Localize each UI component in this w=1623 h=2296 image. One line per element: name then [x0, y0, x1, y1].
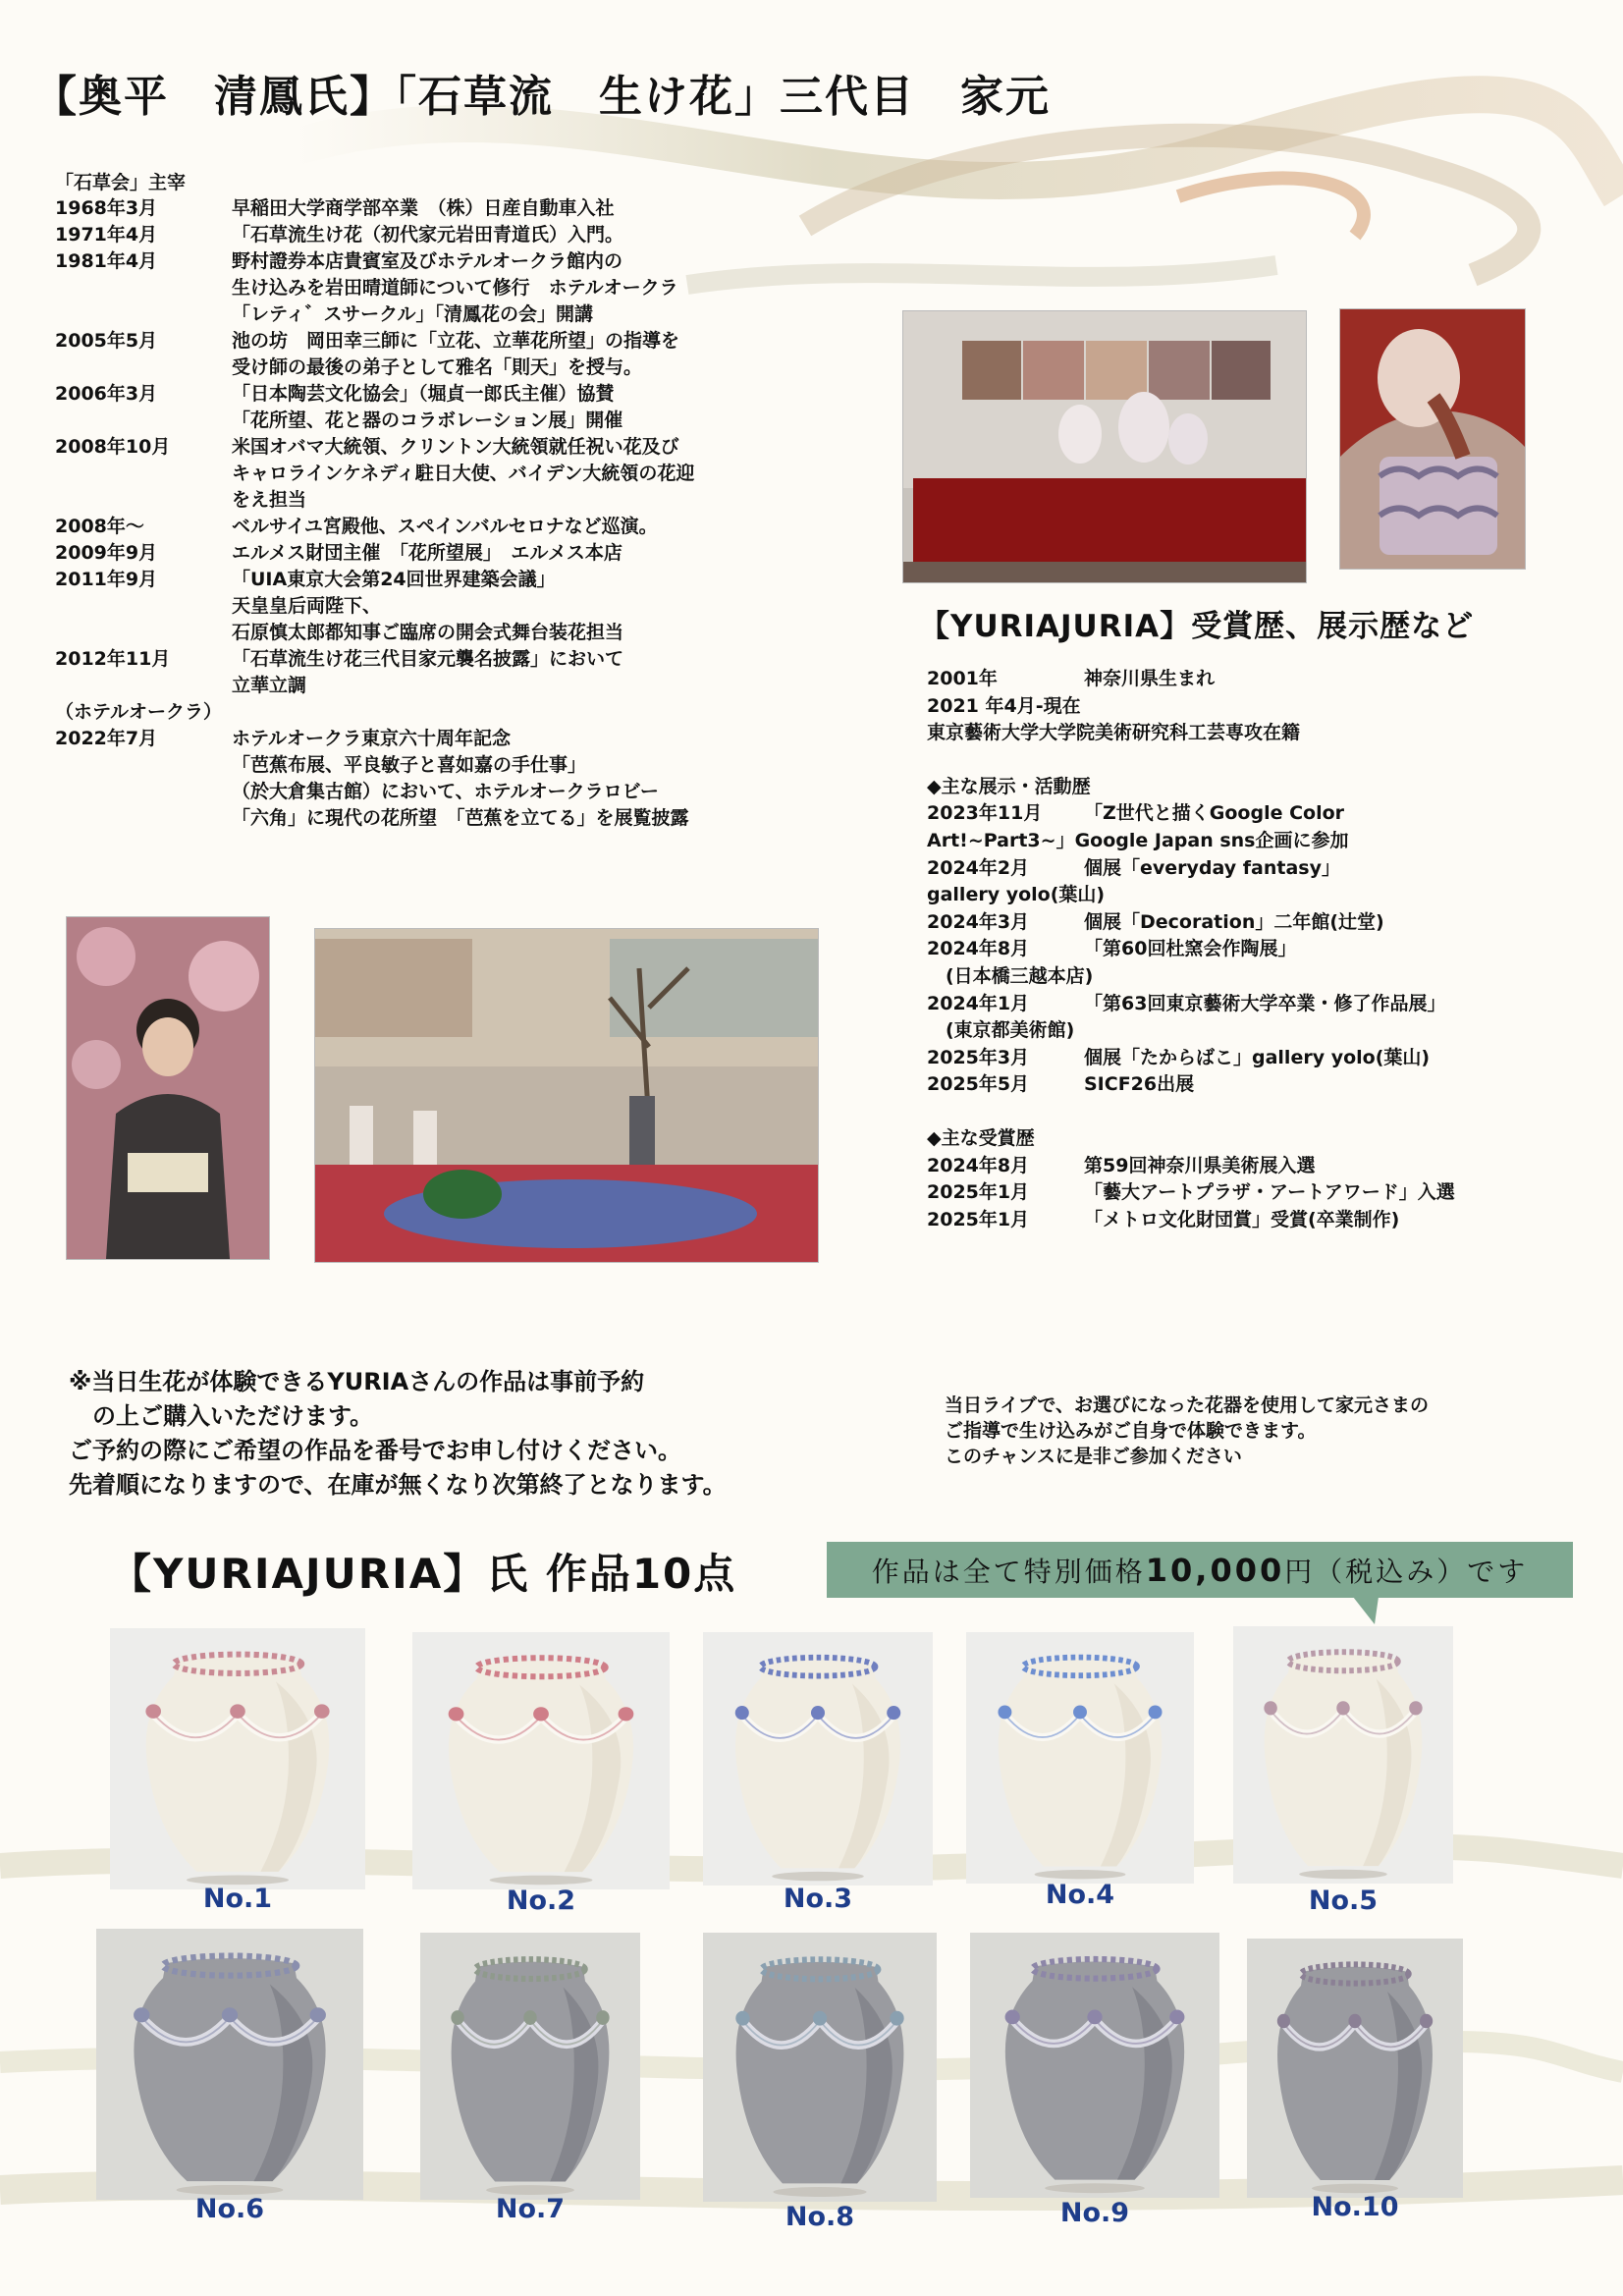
- vase-photo: [96, 1929, 363, 2200]
- exhibition-row-year: 2024年2月: [927, 856, 1030, 879]
- vase-photo: [970, 1933, 1219, 2198]
- history-year: 1981年4月: [55, 250, 158, 272]
- history-year: 2008年～: [55, 516, 144, 537]
- history-description: [232, 726, 840, 832]
- vase-label: No.4: [1045, 1880, 1115, 1910]
- awards-heading: ◆主な受賞歴: [927, 1126, 1035, 1149]
- exhibition-row-year: 2024年1月: [927, 992, 1030, 1014]
- reservation-notice: [69, 1365, 727, 1503]
- vase-icon: [703, 1632, 933, 1886]
- exhibition-row-year: 2023年11月: [927, 802, 1043, 825]
- yuria-bio-note: 東京藝術大学大学院美術研究科工芸専攻在籍: [927, 722, 1301, 744]
- history-description: [232, 381, 840, 434]
- history-year: 2008年10月: [55, 436, 171, 458]
- bio-row: [927, 693, 1595, 721]
- award-row-year: 2025年1月: [927, 1208, 1030, 1230]
- notice-line: 先着順になりますので、在庫が無くなり次第終了となります。: [69, 1471, 727, 1499]
- award-row-text: 「メトロ文化財団賞」受賞(卒業制作): [1084, 1208, 1400, 1230]
- vase-photo: [1233, 1626, 1453, 1884]
- vase-photo: [1247, 1939, 1463, 2198]
- vase-label: No.2: [506, 1886, 576, 1916]
- history-year: 2005年5月: [55, 330, 158, 352]
- award-row-text: 「藝大アートプラザ・アートアワード」入選: [1084, 1181, 1455, 1204]
- exhibition-row-text: gallery yolo(葉山): [927, 884, 1106, 906]
- vase-icon: [96, 1929, 363, 2200]
- exhibition-row: [927, 963, 1595, 991]
- vase-label: No.1: [202, 1884, 273, 1914]
- history-description: [232, 195, 840, 222]
- history-line: 「日本陶芸文化協会」（堀貞一郎氏主催）協賛: [232, 383, 615, 405]
- vase-photo: [966, 1632, 1194, 1884]
- history-description: [232, 222, 840, 248]
- iemoto-portrait-photo: [66, 916, 270, 1260]
- exhibition-row-text: SICF26出展: [1084, 1073, 1195, 1096]
- award-row: [927, 1179, 1595, 1207]
- history-line: 「六角」に現代の花所望 「芭蕉を立てる」を展覧披露: [232, 807, 689, 829]
- exhibition-row-year: 2024年8月: [927, 938, 1030, 960]
- history-line: 早稲田大学商学部卒業 （株）日産自動車入社: [232, 197, 615, 219]
- history-description: [232, 434, 840, 514]
- award-row: [927, 1207, 1595, 1234]
- vase-label: No.3: [783, 1884, 853, 1914]
- history-line: 「石草流生け花三代目家元襲名披露」において: [232, 648, 624, 670]
- vase-icon: [420, 1933, 640, 2200]
- exhibition-row: [927, 882, 1595, 909]
- vase-label: No.7: [495, 2194, 566, 2224]
- bio-row-text: 神奈川県生まれ: [1084, 668, 1216, 689]
- history-row: [55, 567, 840, 646]
- history-list: [55, 195, 840, 832]
- bio-row-year: 2001年: [927, 668, 998, 689]
- vase-icon: [703, 1933, 937, 2202]
- history-line: 石原慎太郎都知事ご臨席の開会式舞台装花担当: [232, 622, 624, 643]
- exhibition-row: [927, 909, 1595, 937]
- history-line: ホテルオークラ東京六十周年記念: [232, 728, 512, 749]
- price-badge-tail: [1353, 1597, 1379, 1624]
- exhibition-row-text: 個展「Decoration」二年館(辻堂): [1084, 910, 1384, 933]
- exhibition-row-year: 2024年3月: [927, 910, 1030, 933]
- vase-label: No.6: [194, 2194, 265, 2224]
- exhibition-row-text: (東京都美術館): [927, 1019, 1075, 1042]
- vase-icon: [970, 1933, 1219, 2198]
- live-event-photo: [314, 928, 819, 1263]
- vase-photo: [110, 1628, 365, 1889]
- bio-row: [927, 666, 1595, 693]
- bio-row-year: 2021 年4月-現在: [927, 694, 1081, 717]
- history-description: [232, 699, 840, 726]
- vase-photo: [703, 1632, 933, 1886]
- history-year: 2006年3月: [55, 383, 158, 405]
- live-line: ご指導で生け込みがご自身で体験できます。: [945, 1420, 1317, 1442]
- notice-line: ご予約の際にご希望の作品を番号でお申し付けください。: [69, 1437, 681, 1464]
- exhibition-row-text: (日本橋三越本店): [927, 964, 1094, 987]
- history-year: 2022年7月: [55, 728, 158, 749]
- vase-photo: [703, 1933, 937, 2202]
- vase-icon: [412, 1632, 670, 1889]
- award-row-text: 第59回神奈川県美術展入選: [1084, 1154, 1316, 1176]
- history-line: 「花所望、花と器のコラボレーション展」開催: [232, 410, 623, 431]
- history-line: 野村證券本店貴賓室及びホテルオークラ館内の: [232, 250, 623, 272]
- exhibition-row-text: 「第60回杜窯会作陶展」: [1084, 938, 1297, 960]
- exhibition-row-text: 個展「たからばこ」gallery yolo(葉山): [1084, 1046, 1431, 1068]
- history-description: [232, 248, 840, 328]
- yuria-heading: 【YURIAJURIA】受賞歴、展示歴など: [919, 609, 1475, 644]
- exhibition-row: [927, 828, 1595, 855]
- vase-photo: [420, 1933, 640, 2200]
- history-line: 受け師の最後の弟子として雅名「則天」を授与。: [232, 356, 643, 378]
- history-line: ベルサイユ宮殿他、スペインバルセロナなど巡演。: [232, 516, 658, 537]
- exhibition-row: [927, 855, 1595, 883]
- artist-portrait-photo: [1339, 308, 1526, 570]
- price-prefix: 作品は全て特別価格: [871, 1555, 1146, 1588]
- history-row: [55, 726, 840, 832]
- vase-photo: [412, 1632, 670, 1889]
- history-year: 1971年4月: [55, 224, 158, 246]
- history-description: [232, 646, 840, 699]
- exhibitions-heading: ◆主な展示・活動歴: [927, 775, 1091, 797]
- vase-label: No.8: [784, 2202, 855, 2232]
- history-description: [232, 540, 840, 567]
- page-title: 【奥平 清鳳氏】「石草流 生け花」三代目 家元: [33, 72, 1051, 122]
- history-line: 米国オバマ大統領、クリントン大統領就任祝い花及び: [232, 436, 679, 458]
- exhibition-row: [927, 800, 1595, 828]
- history-line: 「UIA東京大会第24回世界建築会議」: [232, 569, 556, 590]
- exhibition-row-text: 「Z世代と描くGoogle Color: [1084, 802, 1345, 825]
- history-row: [55, 540, 840, 567]
- exhibition-photo: [902, 310, 1307, 583]
- history-line: 「レティ゛スサークル」「清鳳花の会」開講: [232, 303, 594, 325]
- exhibition-row: [927, 1071, 1595, 1099]
- history-row: [55, 222, 840, 248]
- history-row: [55, 434, 840, 514]
- vase-label: No.5: [1308, 1886, 1379, 1916]
- exhibition-row: [927, 1045, 1595, 1072]
- history-year: 2012年11月: [55, 648, 171, 670]
- history-line: 「芭蕉布展、平良敏子と喜如嘉の手仕事」: [232, 754, 587, 776]
- history-line: 生け込みを岩田晴道師について修行 ホテルオークラ: [232, 277, 678, 299]
- exhibition-row-text: 個展「everyday fantasy」: [1084, 856, 1340, 879]
- exhibition-row-year: 2025年3月: [927, 1046, 1030, 1068]
- price-amount: 10,000: [1145, 1551, 1285, 1589]
- history-line: エルメス財団主催 「花所望展」 エルメス本店: [232, 542, 622, 564]
- profile-history: [55, 171, 840, 832]
- vase-icon: [966, 1632, 1194, 1884]
- history-row: [55, 646, 840, 699]
- award-row-year: 2025年1月: [927, 1181, 1030, 1204]
- notice-line: ※当日生花が体験できるYURIAさんの作品は事前予約: [69, 1368, 645, 1395]
- works-title: 【YURIAJURIA】氏 作品10点: [110, 1550, 737, 1598]
- history-description: [232, 567, 840, 646]
- history-description: [232, 328, 840, 381]
- yuria-profile: [927, 666, 1595, 1233]
- history-row: [55, 195, 840, 222]
- vase-icon: [1247, 1939, 1463, 2198]
- vase-icon: [110, 1628, 365, 1889]
- vase-label: No.10: [1311, 2192, 1399, 2222]
- history-year: 1968年3月: [55, 197, 158, 219]
- history-year: 2011年9月: [55, 569, 158, 590]
- history-line: （於大倉集古館）において、ホテルオークラロビー: [232, 781, 659, 802]
- award-row-year: 2024年8月: [927, 1154, 1030, 1176]
- price-badge: [827, 1542, 1573, 1598]
- history-year: 2009年9月: [55, 542, 158, 564]
- history-row: [55, 514, 840, 540]
- history-year: （ホテルオークラ）: [55, 701, 223, 723]
- history-line: キャロラインケネディ駐日大使、バイデン大統領の花迎: [232, 463, 695, 484]
- award-row: [927, 1153, 1595, 1180]
- organization-label: 「石草会」主宰: [55, 172, 187, 193]
- price-suffix: 円（税込み）です: [1284, 1555, 1529, 1588]
- exhibition-row-year: 2025年5月: [927, 1073, 1030, 1096]
- history-line: 立華立調: [232, 675, 307, 696]
- exhibition-row-text: 「第63回東京藝術大学卒業・修了作品展」: [1084, 992, 1446, 1014]
- vase-icon: [1233, 1626, 1453, 1884]
- exhibition-row: [927, 991, 1595, 1018]
- live-line: このチャンスに是非ご参加ください: [945, 1446, 1242, 1467]
- history-row: [55, 381, 840, 434]
- history-row: [55, 248, 840, 328]
- live-line: 当日ライブで、お選びになった花器を使用して家元さまの: [945, 1394, 1430, 1416]
- exhibition-row: [927, 936, 1595, 963]
- history-line: をえ担当: [232, 489, 307, 511]
- live-experience-note: [945, 1393, 1429, 1469]
- history-line: 天皇皇后両陛下、: [232, 595, 382, 617]
- history-line: 池の坊 岡田幸三師に「立花、立華花所望」の指導を: [232, 330, 680, 352]
- history-line: 「石草流生け花（初代家元岩田青道氏）入門。: [232, 224, 624, 246]
- vase-label: No.9: [1059, 2198, 1130, 2228]
- exhibition-row-text: Art!~Part3~」Google Japan sns企画に参加: [927, 829, 1349, 851]
- history-description: [232, 514, 840, 540]
- exhibition-row: [927, 1017, 1595, 1045]
- history-row: [55, 328, 840, 381]
- history-row: [55, 699, 840, 726]
- notice-line: の上ご購入いただけます。: [69, 1402, 374, 1430]
